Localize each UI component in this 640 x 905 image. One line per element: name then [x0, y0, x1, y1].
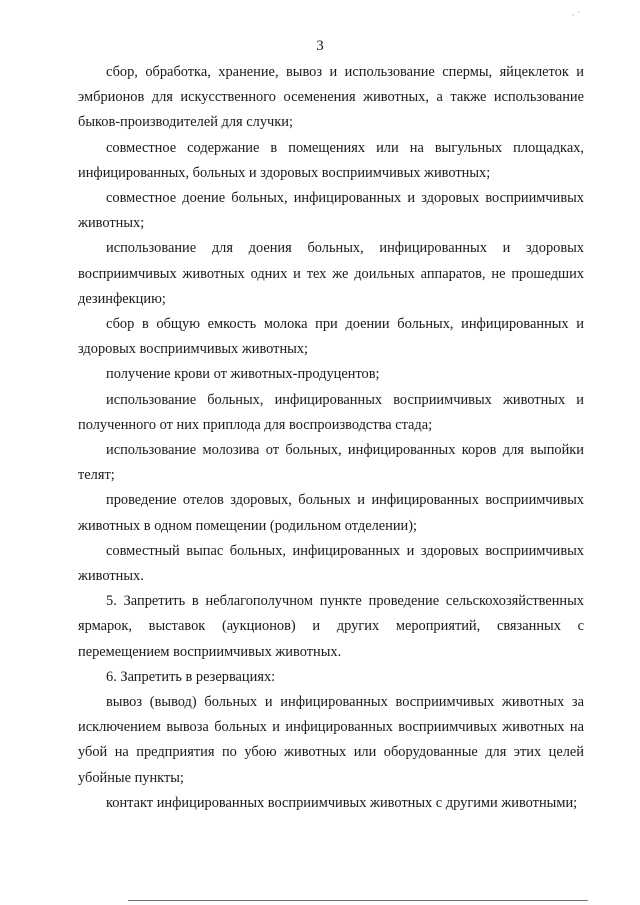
paragraph: использование молозива от больных, инфицированных коров для выпойки телят; — [78, 442, 584, 484]
paragraph: совместное доение больных, инфицированных и здоровых восприимчивых животных; — [78, 190, 584, 232]
paragraph: проведение отелов здоровых, больных и инфицированных восприимчивых животных в одном помещении (родильном отделении); — [78, 492, 584, 534]
paragraph: контакт инфицированных восприимчивых животных с другими животными; — [106, 794, 578, 811]
document-body — [78, 60, 584, 816]
paragraph: 5. Запретить в неблагополучном пункте проведение сельскохозяйственных ярмарок, выставок (аукционов) и других мероприятий, связанных с перемещением восприимчивых животных. — [78, 593, 584, 660]
page-bottom-rule — [128, 900, 588, 901]
scan-artifact: · ˊ — [571, 10, 580, 20]
paragraph: вывоз (вывод) больных и инфицированных восприимчивых животных за исключением вывоза больных и инфицированных восприимчивых животных на убой на предприятия по убою животных или оборудованные для этих целей убойные пункты; — [78, 694, 584, 786]
paragraph: совместное содержание в помещениях или на выгульных площадках, инфицированных, больных и здоровых восприимчивых животных; — [78, 139, 584, 181]
page-number: 3 — [316, 38, 324, 54]
paragraph: сбор в общую емкость молока при доении больных, инфицированных и здоровых восприимчивых животных; — [78, 316, 584, 358]
paragraph: совместный выпас больных, инфицированных и здоровых восприимчивых животных. — [78, 542, 584, 585]
paragraph: получение крови от животных-продуцентов; — [106, 366, 380, 383]
paragraph: 6. Запретить в резервациях: — [106, 668, 276, 685]
paragraph: использование больных, инфицированных восприимчивых животных и полученного от них приплода для воспроизводства стада; — [78, 391, 584, 433]
paragraph: использование для доения больных, инфицированных и здоровых восприимчивых животных одних и тех же доильных аппаратов, не прошедших дезинфекцию; — [78, 240, 584, 307]
paragraph: сбор, обработка, хранение, вывоз и использование спермы, яйцеклеток и эмбрионов для искусственного осеменения животных, а также использование быков-производителей для случки; — [78, 64, 584, 131]
